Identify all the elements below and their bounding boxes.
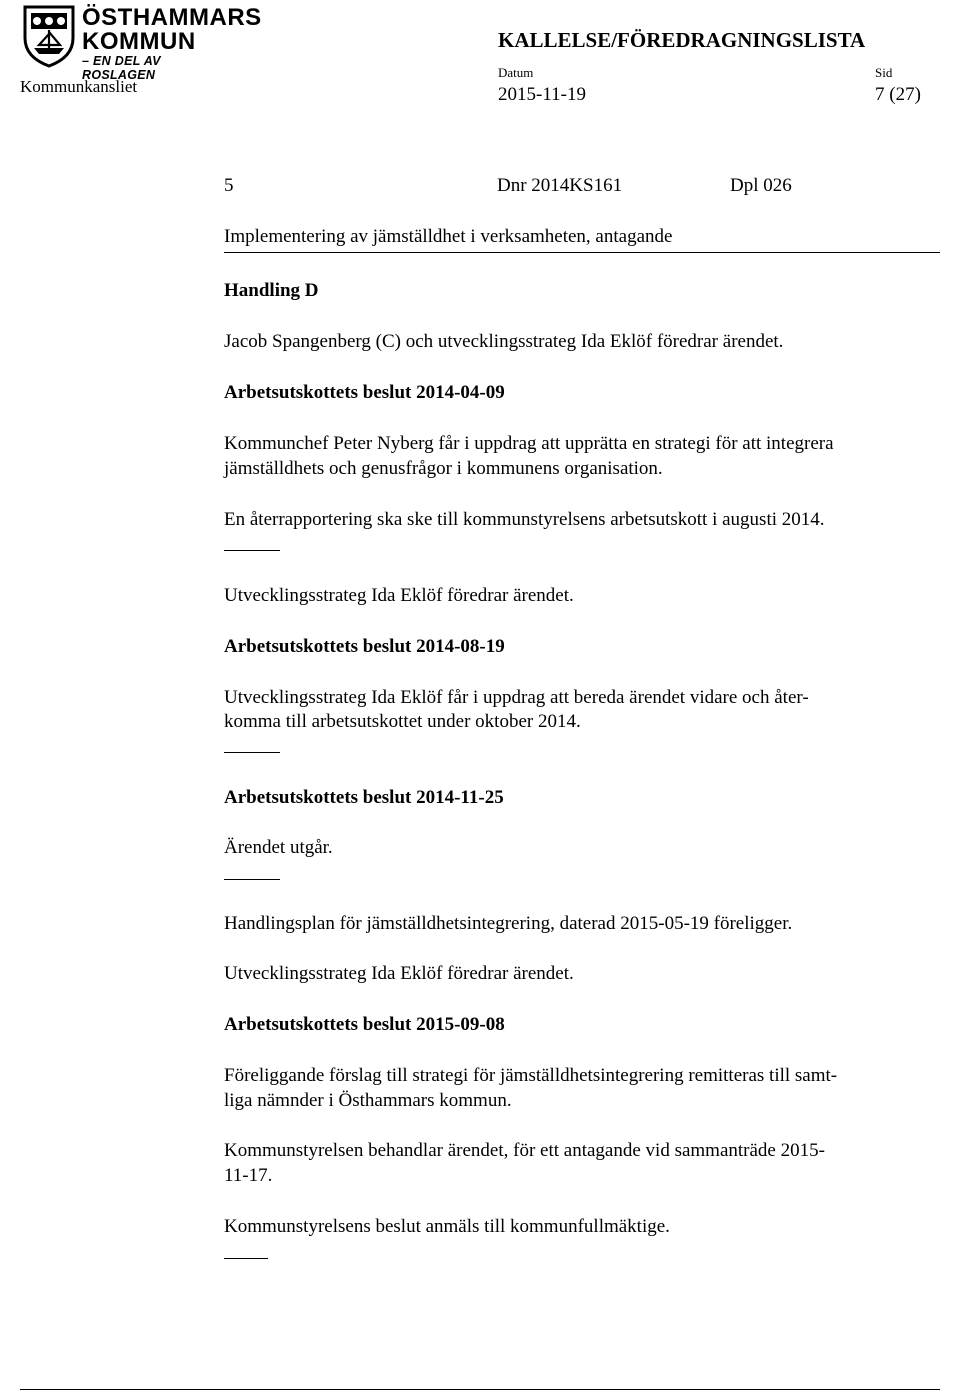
paragraph: Utvecklingsstrateg Ida Eklöf föredrar ärendet. [224, 585, 574, 606]
paragraph-line: jämställdhets och genusfrågor i kommunens organisation. [224, 458, 663, 479]
decision-heading: Arbetsutskottets beslut 2014-04-09 [224, 382, 505, 403]
paragraph-line: liga nämnder i Östhammars kommun. [224, 1090, 512, 1111]
coat-of-arms-icon [22, 4, 76, 68]
logo-line-1: ÖSTHAMMARS [82, 4, 262, 31]
decision-heading: Arbetsutskottets beslut 2015-09-08 [224, 1014, 505, 1035]
paragraph: Handlingsplan för jämställdhetsintegrering, daterad 2015-05-19 föreligger. [224, 913, 793, 934]
separator-dash [224, 550, 280, 551]
paragraph-line: komma till arbetsutskottet under oktober 2014. [224, 711, 581, 732]
page-value: 7 (27) [875, 84, 921, 105]
paragraph: Utvecklingsstrateg Ida Eklöf föredrar ärendet. [224, 963, 574, 984]
document-title: KALLELSE/FÖREDRAGNINGSLISTA [498, 28, 866, 52]
paragraph: Kommunstyrelsens beslut anmäls till kommunfullmäktige. [224, 1216, 670, 1237]
handling-heading: Handling D [224, 280, 319, 301]
logo-tagline: – EN DEL AV ROSLAGEN [82, 54, 161, 82]
paragraph: Jacob Spangenberg (C) och utvecklingsstrateg Ida Eklöf föredrar ärendet. [224, 331, 784, 352]
paragraph-line: Kommunchef Peter Nyberg får i uppdrag att upprätta en strategi för att integrera [224, 433, 834, 454]
logo-line-2: KOMMUN [82, 28, 196, 55]
paragraph: En återrapportering ska ske till kommunstyrelsens arbetsutskott i augusti 2014. [224, 509, 825, 530]
separator-dash [224, 879, 280, 880]
page-label: Sid [875, 65, 893, 80]
footer-rule [20, 1389, 940, 1390]
case-dnr: Dnr 2014KS161 [497, 175, 623, 196]
decision-heading: Arbetsutskottets beslut 2014-11-25 [224, 787, 504, 808]
paragraph-line: 11-17. [224, 1165, 273, 1186]
paragraph-line: Föreliggande förslag till strategi för jämställdhetsintegrering remitteras till samt- [224, 1065, 838, 1086]
date-label: Datum [498, 65, 534, 80]
office-name: Kommunkansliet [20, 77, 138, 96]
municipality-logo [22, 4, 262, 82]
date-value: 2015-11-19 [498, 84, 586, 105]
case-number: 5 [224, 175, 234, 196]
decision-heading: Arbetsutskottets beslut 2014-08-19 [224, 636, 505, 657]
paragraph: Ärendet utgår. [224, 837, 333, 858]
separator-dash [224, 1258, 268, 1259]
separator-dash [224, 752, 280, 753]
case-dpl: Dpl 026 [730, 175, 792, 196]
paragraph-line: Utvecklingsstrateg Ida Eklöf får i uppdrag att bereda ärendet vidare och åter- [224, 687, 809, 708]
case-subject: Implementering av jämställdhet i verksamheten, antagande [224, 226, 940, 253]
paragraph-line: Kommunstyrelsen behandlar ärendet, för ett antagande vid sammanträde 2015- [224, 1140, 825, 1161]
